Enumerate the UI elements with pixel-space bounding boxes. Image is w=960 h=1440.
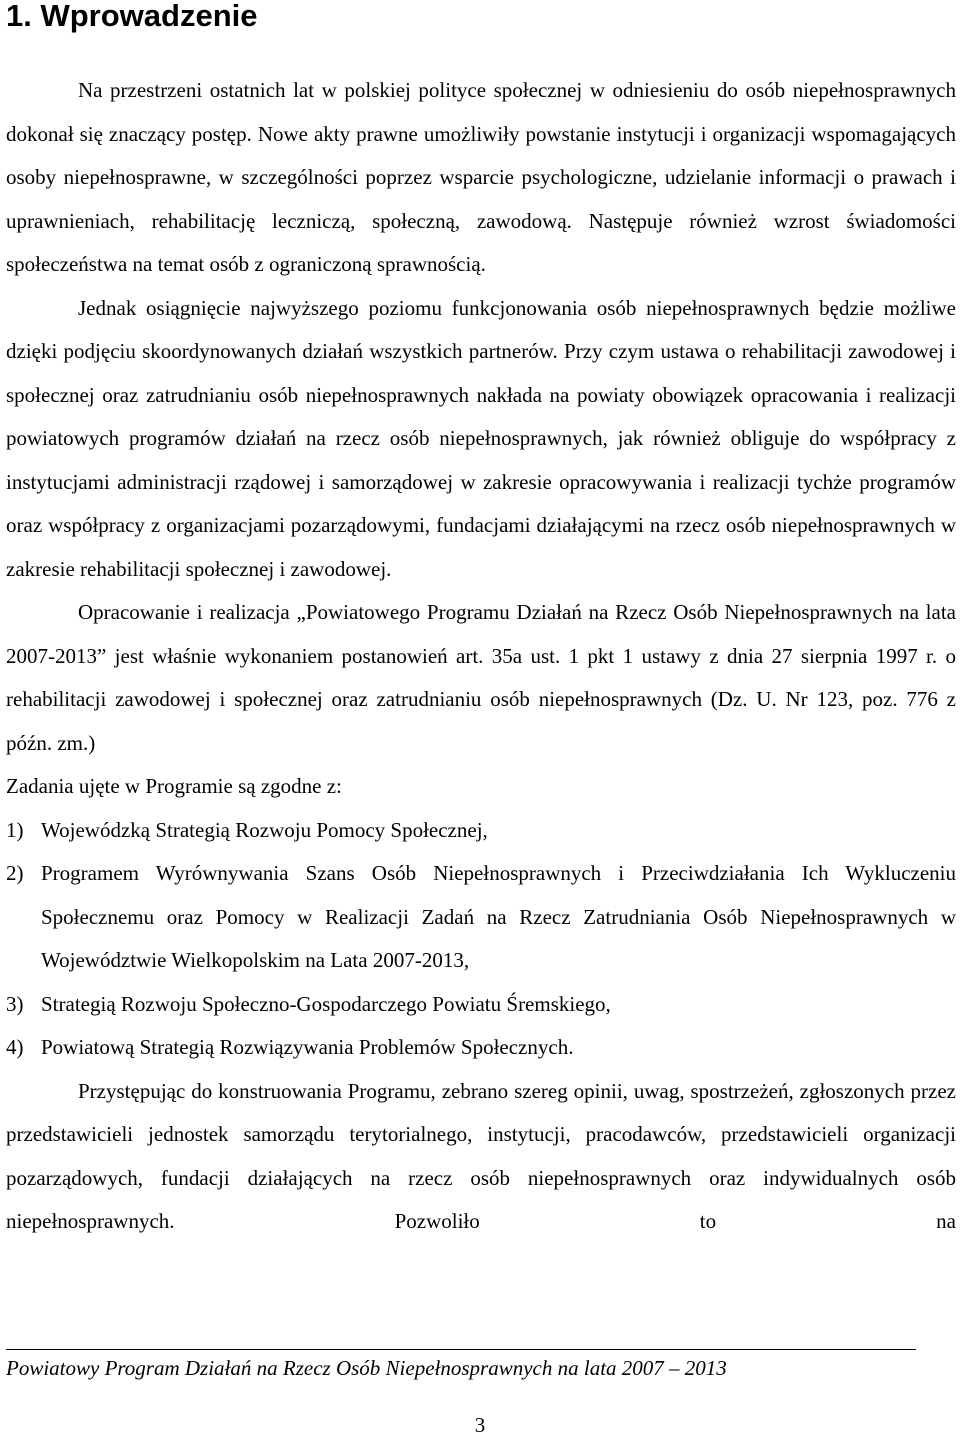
list-item-number: 2) [6, 861, 24, 885]
legal-basis-paragraph: Opracowanie i realizacja „Powiatowego Programu Działań na Rzecz Osób Niepełnosprawnych na lata 2007-2013” jest właśnie wykonaniem postanowień art. 35a ust. 1 pkt 1 ustawy z dnia 27 sierpnia 1997 r. o rehabilitacji zawodowej i społecznej oraz zatrudnianiu osób niepełnosprawnych (Dz. U. Nr 123, poz. 776 z późn. zm.) [6, 600, 956, 755]
list-item-number: 1) [6, 817, 24, 842]
list-item-text: Strategią Rozwoju Społeczno-Gospodarczego Powiatu Śremskiego, [41, 991, 611, 1016]
list-item-number: 4) [6, 1035, 24, 1059]
section-heading: 1. Wprowadzenie [6, 0, 258, 33]
list-item [6, 809, 956, 853]
footer-divider [6, 1349, 916, 1350]
list-item-number: 3) [6, 991, 24, 1016]
list-item [6, 983, 956, 1027]
footer-title: Powiatowy Program Działań na Rzecz Osób Niepełnosprawnych na lata 2007 – 2013 [6, 1356, 727, 1380]
coordination-paragraph: Jednak osiągnięcie najwyższego poziomu funkcjonowania osób niepełnosprawnych będzie możliwe dzięki podjęciu skoordynowanych działań wszystkich partnerów. Przy czym ustawa o rehabilitacji zawodowej i społecznej oraz zatrudnianiu osób niepełnosprawnych nakłada na powiaty obowiązek opracowania i realizacji powiatowych programów działań na rzecz osób niepełnosprawnych, jak również obliguje do współpracy z instytucjami administracji rządowej i samorządowej w zakresie opracowywania i realizacji tychże programów oraz współpracy z organizacjami pozarządowymi, fundacjami działającymi na rzecz osób niepełnosprawnych w zakresie rehabilitacji społecznej i zawodowej. [6, 295, 956, 581]
list-item [6, 852, 956, 983]
page-number: 3 [474, 1413, 486, 1437]
document-body [6, 69, 956, 1244]
consultation-paragraph: Przystępując do konstruowania Programu, zebrano szereg opinii, uwag, spostrzeżeń, zgłoszonych przez przedstawicieli jednostek samorządu terytorialnego, instytucji, pracodawców, przedstawicieli organizacji pozarządowych, fundacji działających na rzecz osób niepełnosprawnych oraz indywidualnych osób niepełnosprawnych. Pozwoliło to na [6, 1078, 956, 1233]
strategy-list [6, 809, 956, 1070]
intro-paragraph: Na przestrzeni ostatnich lat w polskiej polityce społecznej w odniesieniu do osób niepełnosprawnych dokonał się znaczący postęp. Nowe akty prawne umożliwiły powstanie instytucji i organizacji wspomagających osoby niepełnosprawne, w szczególności poprzez wsparcie psychologiczne, udzielanie informacji o prawach i uprawnieniach, rehabilitację leczniczą, społeczną, zawodową. Następuje również wzrost świadomości społeczeństwa na temat osób z ograniczoną sprawnością. [6, 78, 956, 276]
list-item [6, 1026, 956, 1070]
list-item-text: Wojewódzką Strategią Rozwoju Pomocy Społecznej, [41, 817, 488, 842]
list-item-text: Powiatową Strategią Rozwiązywania Problemów Społecznych. [41, 1035, 574, 1059]
list-item-text: Programem Wyrównywania Szans Osób Niepełnosprawnych i Przeciwdziałania Ich Wykluczeniu Społecznemu oraz Pomocy w Realizacji Zadań na Rzecz Zatrudniania Osób Niepełnosprawnych w Województwie Wielkopolskim na Lata 2007-2013, [41, 861, 956, 972]
list-intro-paragraph: Zadania ujęte w Programie są zgodne z: [6, 774, 342, 798]
